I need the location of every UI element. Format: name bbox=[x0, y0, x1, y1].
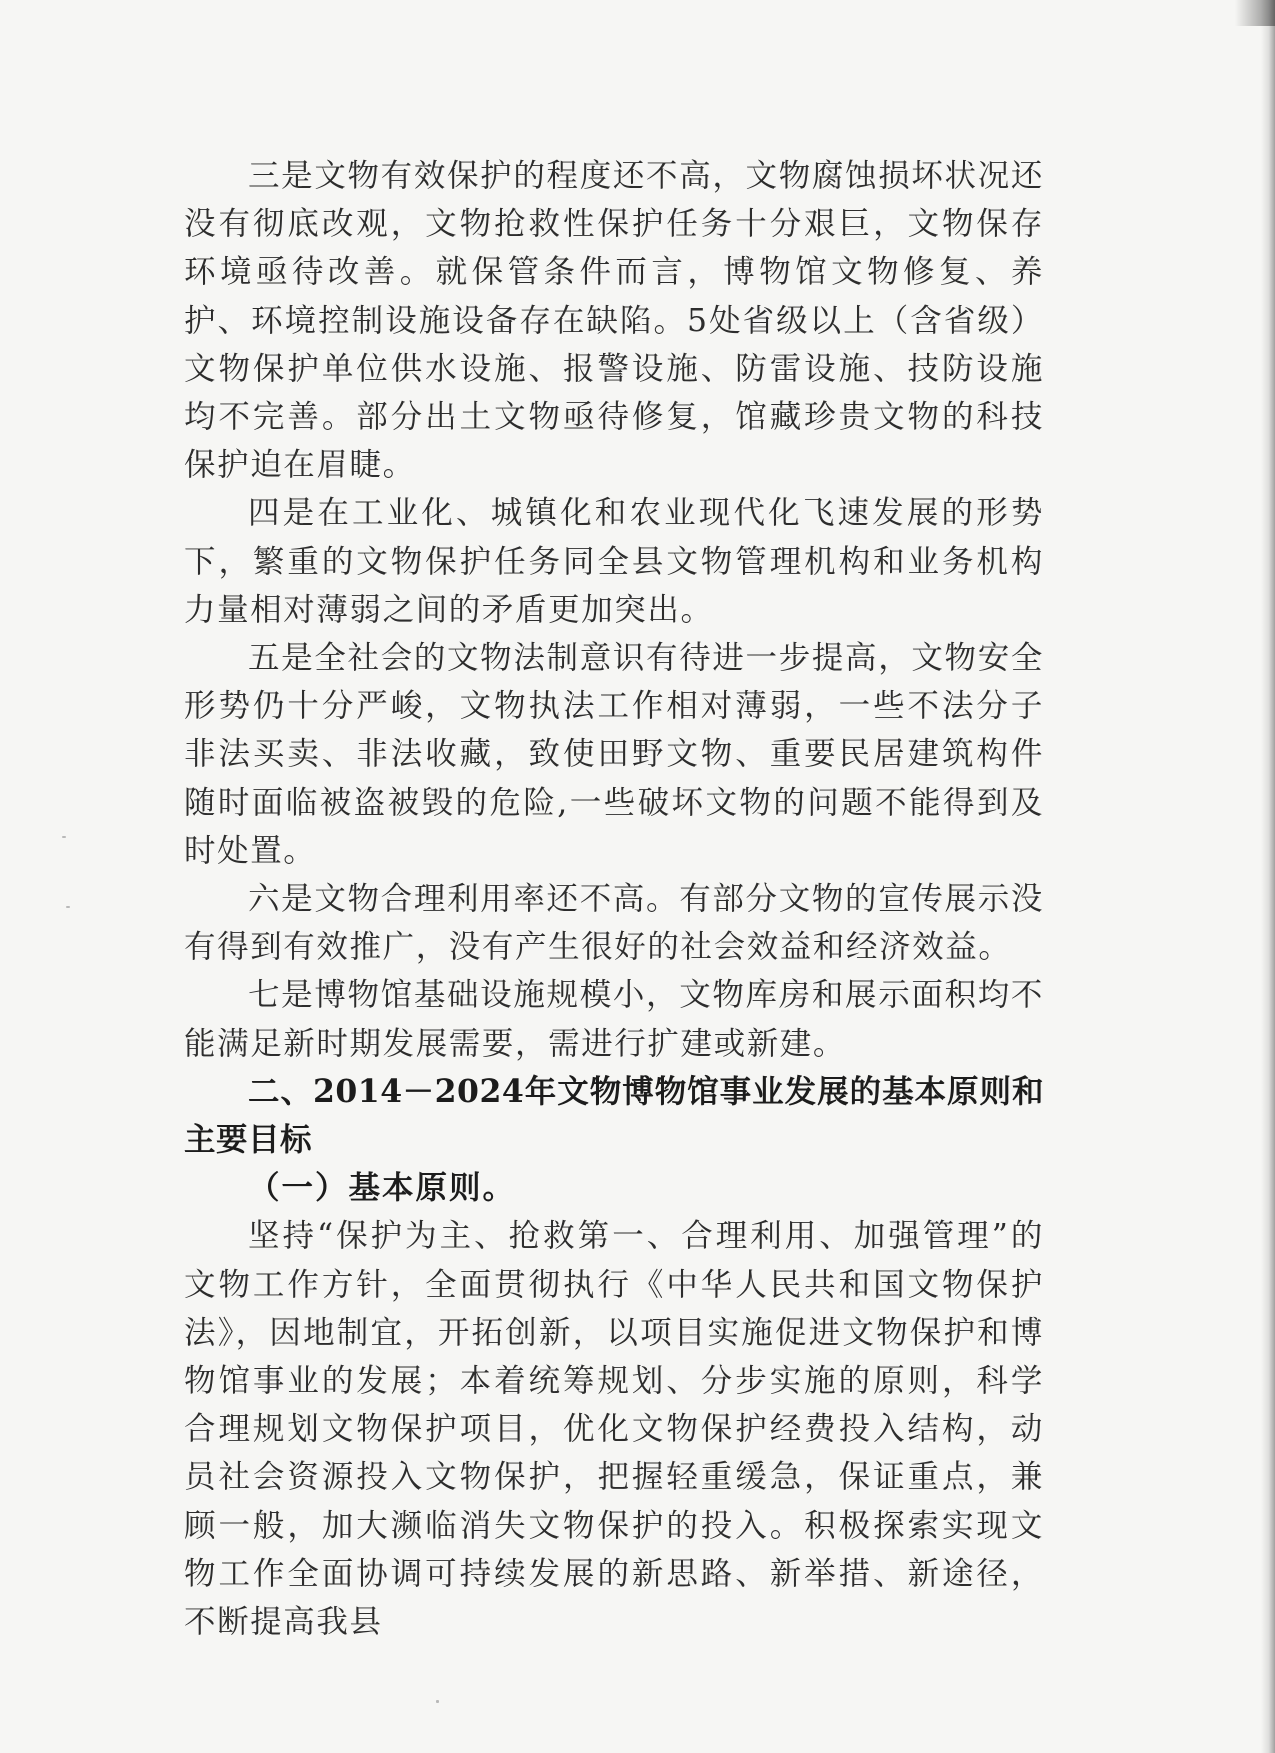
paragraph-7: 七是博物馆基础设施规模小，文物库房和展示面积均不能满足新时期发展需要，需进行扩建或新建。 bbox=[184, 977, 1044, 1062]
section-heading: 二、2014－2024年文物博物馆事业发展的基本原则和主要目标 bbox=[184, 1072, 1044, 1159]
scan-speck bbox=[66, 906, 70, 908]
paragraph-3: 三是文物有效保护的程度还不高，文物腐蚀损坏状况还没有彻底改观，文物抢救性保护任务十分艰巨，文物保存环境亟待改善。就保管条件而言，博物馆文物修复、养护、环境控制设施设备存在缺陷。5处省级以上（含省级）文物保护单位供水设施、报警设施、防雷设施、技防设施均不完善。部分出土文物亟待修复，馆藏珍贵文物的科技保护迫在眉睫。 bbox=[184, 158, 1044, 484]
paragraph-4: 四是在工业化、城镇化和农业现代化飞速发展的形势下，繁重的文物保护任务同全县文物管理机构和业务机构力量相对薄弱之间的矛盾更加突出。 bbox=[184, 495, 1044, 628]
scan-speck bbox=[62, 836, 66, 838]
document-body bbox=[184, 152, 1044, 1646]
principle-paragraph: 坚持“保护为主、抢救第一、合理利用、加强管理”的文物工作方针，全面贯彻执行《中华人民共和国文物保护法》，因地制宜，开拓创新，以项目实施促进文物保护和博物馆事业的发展；本着统筹规划、分步实施的原则，科学合理规划文物保护项目，优化文物保护经费投入结构，动员社会资源投入文物保护，把握轻重缓急，保证重点，兼顾一般，加大濒临消失文物保护的投入。积极探索实现文物工作全面协调可持续发展的新思路、新举措、新途径，不断提高我县 bbox=[184, 1218, 1044, 1641]
page-edge-shadow bbox=[1261, 0, 1275, 1753]
paragraph-5: 五是全社会的文物法制意识有待进一步提高，文物安全形势仍十分严峻，文物执法工作相对薄弱，一些不法分子非法买卖、非法收藏，致使田野文物、重要民居建筑构件随时面临被盗被毁的危险,一些破坏文物的问题不能得到及时处置。 bbox=[184, 640, 1044, 869]
page-corner-shadow bbox=[1235, 0, 1275, 26]
sub-heading: （一）基本原则。 bbox=[248, 1169, 517, 1207]
paragraph-6: 六是文物合理利用率还不高。有部分文物的宣传展示没有得到有效推广，没有产生很好的社会效益和经济效益。 bbox=[184, 881, 1044, 966]
scan-speck bbox=[436, 1700, 439, 1703]
